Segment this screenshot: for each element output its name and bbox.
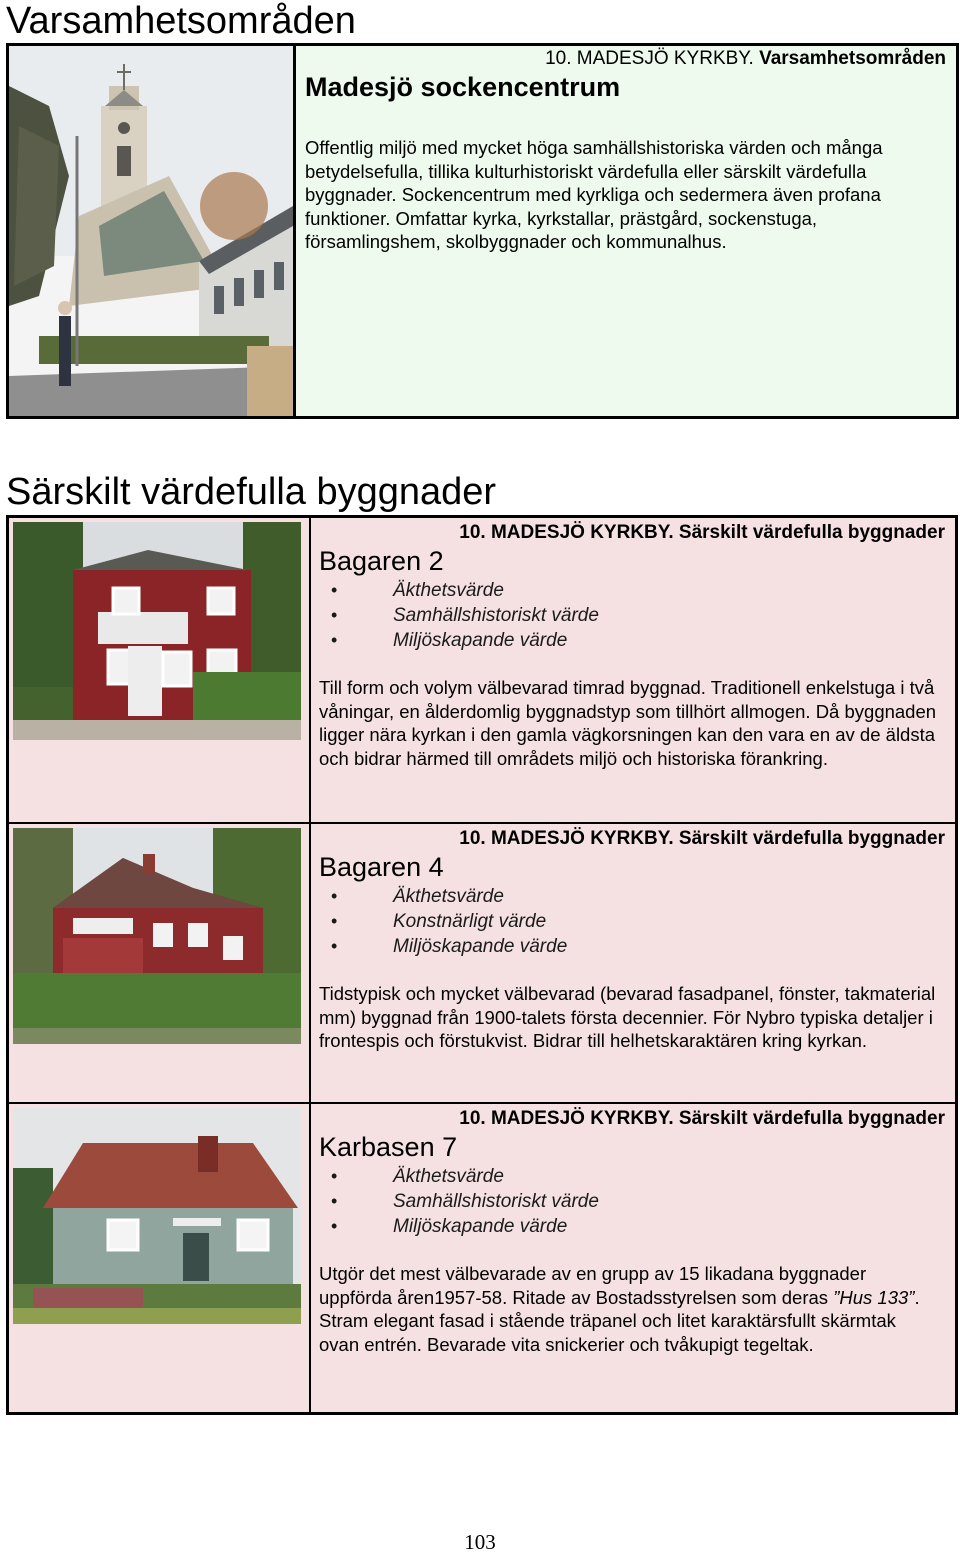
- building-row-bagaren-2: [9, 518, 955, 822]
- building-row-bagaren-4: [9, 822, 955, 1104]
- value-item: • Samhällshistoriskt värde: [319, 603, 599, 628]
- value-item: • Miljöskapande värde: [319, 1214, 599, 1239]
- building-description: Tidstypisk och mycket välbevarad (bevarad fasadpanel, fönster, takmaterial mm) byggnad från 1900-talets första decennier. För Nybro typiska detaljer i frontespis och förstukvist. Bidrar till helhetskaraktären kring kyrkan.: [319, 983, 936, 1051]
- area-box: [6, 43, 959, 419]
- value-item: • Miljöskapande värde: [319, 628, 599, 653]
- building-caption: 10. MADESJÖ KYRKBY. Särskilt värdefulla byggnader: [459, 1108, 945, 1129]
- area-title: Madesjö sockencentrum: [305, 72, 621, 102]
- value-item: • Samhällshistoriskt värde: [319, 1189, 599, 1214]
- red-house-photo-icon: [13, 522, 301, 740]
- building-row-karbasen-7: [9, 1102, 955, 1412]
- buildings-table: [6, 515, 958, 1415]
- red-villa-photo-icon: [13, 828, 301, 1044]
- building-photo: [9, 824, 311, 1104]
- building-values-list: [319, 1164, 599, 1239]
- building-title: Karbasen 7: [319, 1132, 458, 1162]
- building-photo: [9, 518, 311, 822]
- church-photo-icon: [9, 46, 293, 416]
- building-text: [319, 518, 949, 822]
- area-description: Offentlig miljö med mycket höga samhällshistoriska värden och många betydelsefulla, tillika kulturhistoriskt värdefulla eller särskilt värdefulla byggnader. Sockencentrum med kyrkliga och sedermera även profana funktioner. Omfattar kyrka, kyrkstallar, prästgård, sockenstuga, församlingshem, skolbyggnader och kommunalhus.: [305, 137, 883, 252]
- value-item: • Konstnärligt värde: [319, 909, 567, 934]
- building-title: Bagaren 4: [319, 852, 444, 882]
- building-caption: 10. MADESJÖ KYRKBY. Särskilt värdefulla byggnader: [459, 828, 945, 849]
- building-text: [319, 1104, 949, 1412]
- page-number: 103: [464, 1530, 496, 1554]
- description-italic: ”Hus 133”: [833, 1286, 915, 1308]
- building-description: Till form och volym välbevarad timrad byggnad. Traditionell enkelstuga i två våningar, en ålderdomlig byggnadstyp som tillhört allmogen. Då byggnaden ligger nära kyrkan i den gamla vägkorsningen kan den vara en av de äldsta och bidrar härmed till områdets miljö och historiska förankring.: [319, 677, 937, 769]
- area-caption: [545, 48, 946, 70]
- green-house-photo-icon: [13, 1108, 301, 1324]
- area-caption-prefix: 10. MADESJÖ KYRKBY.: [545, 48, 754, 69]
- building-values-list: [319, 884, 567, 959]
- building-photo: [9, 1104, 311, 1412]
- section-heading-sarskilt-vardefulla: Särskilt värdefulla byggnader: [6, 471, 497, 513]
- value-item: • Äkthetsvärde: [319, 1164, 599, 1189]
- building-caption: 10. MADESJÖ KYRKBY. Särskilt värdefulla byggnader: [459, 522, 945, 543]
- building-title: Bagaren 2: [319, 546, 444, 576]
- value-item: • Miljöskapande värde: [319, 934, 567, 959]
- church-photo: [9, 46, 296, 416]
- value-item: • Äkthetsvärde: [319, 578, 599, 603]
- description-start: Utgör det mest välbevarade av en grupp av 15 likadana byggnader uppförda åren1957-58. Ritade av Bostadsstyrelsen som deras: [319, 1263, 867, 1308]
- section-heading-varsamhetsomraden: Varsamhetsområden: [6, 0, 356, 42]
- building-text: [319, 824, 949, 1104]
- value-item: • Äkthetsvärde: [319, 884, 567, 909]
- building-values-list: [319, 578, 599, 653]
- building-description: [319, 1262, 939, 1356]
- description-end: . Stram elegant fasad i stående träpanel och litet karaktärsfullt skärmtak ovan entrén. Bevarade vita snickerier och tvåkupigt tegeltak.: [319, 1286, 920, 1355]
- area-caption-suffix: Varsamhetsområden: [759, 48, 946, 69]
